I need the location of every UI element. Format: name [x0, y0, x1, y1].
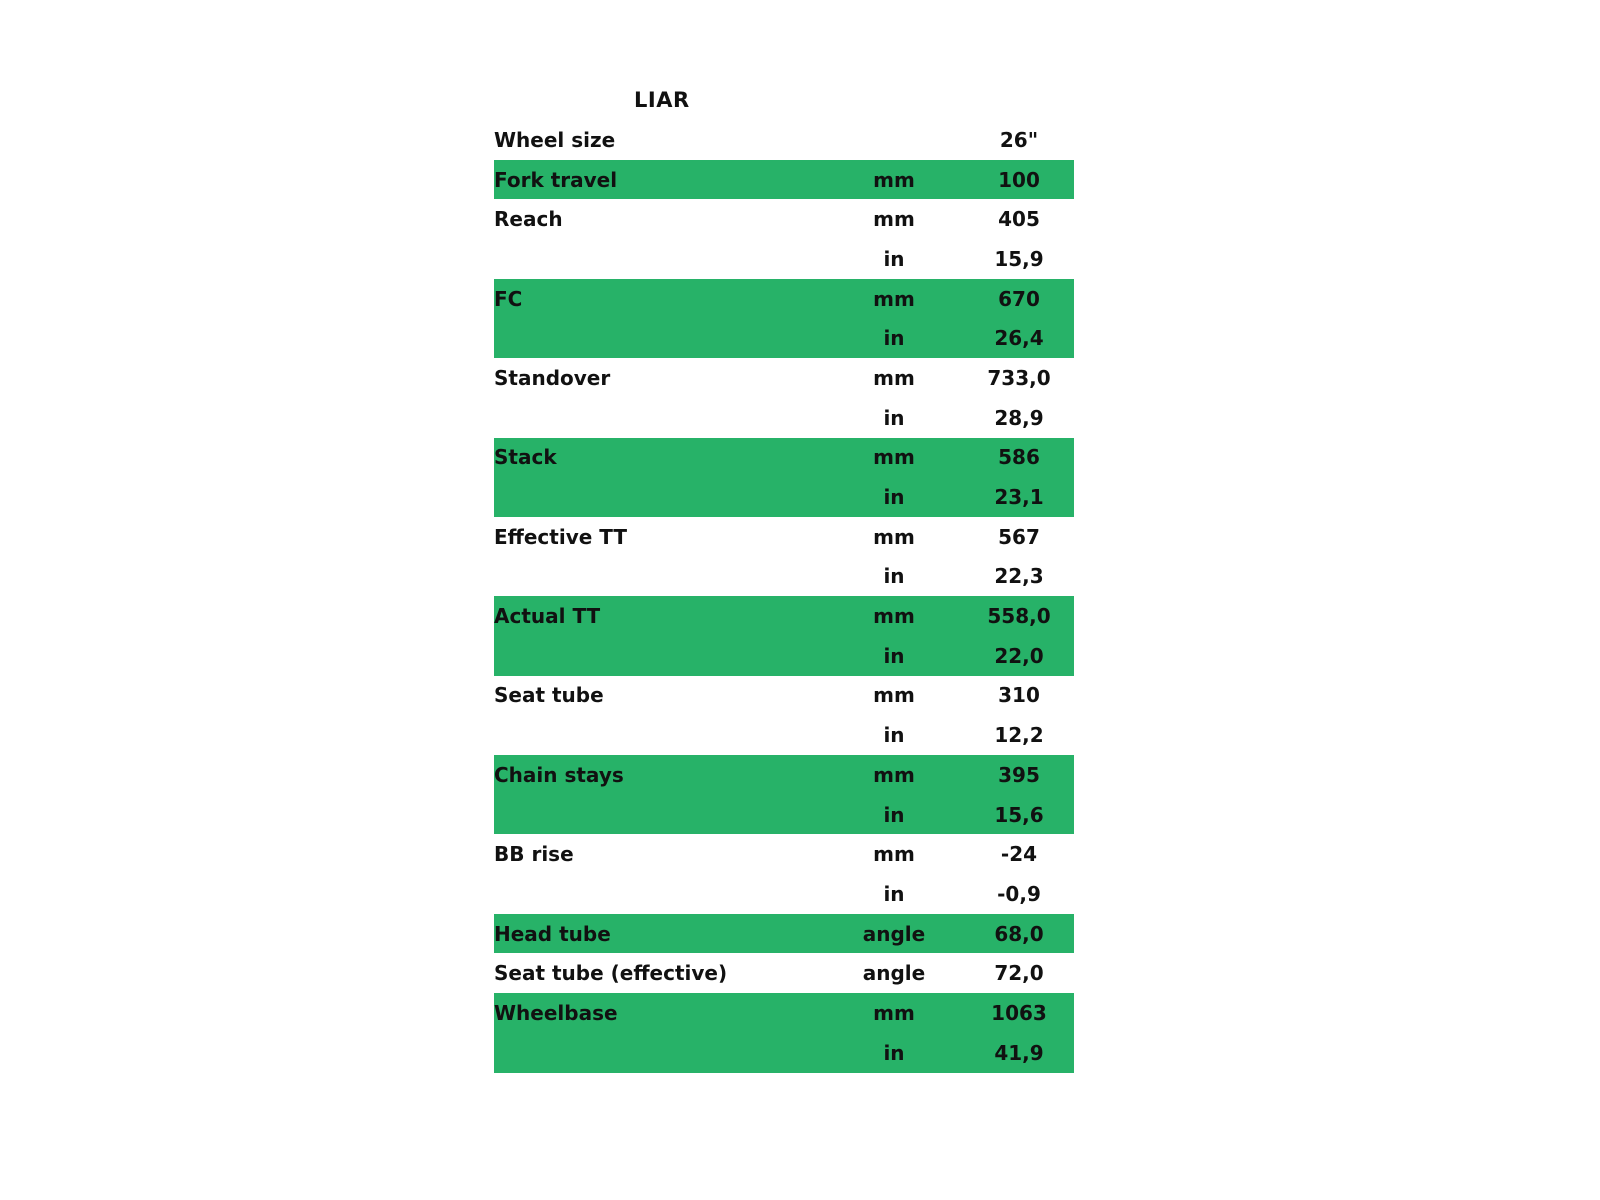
row-unit: mm — [824, 160, 964, 200]
row-value: 12,2 — [964, 715, 1074, 755]
row-label: Chain stays — [494, 755, 824, 795]
row-label — [494, 1033, 824, 1073]
row-value: 558,0 — [964, 596, 1074, 636]
table-row — [494, 874, 1074, 914]
row-value: 26,4 — [964, 318, 1074, 358]
row-unit: in — [824, 715, 964, 755]
row-unit: mm — [824, 279, 964, 319]
row-label: Head tube — [494, 914, 824, 954]
row-label: Wheel size — [494, 120, 824, 160]
table-row — [494, 279, 1074, 319]
row-value: 15,6 — [964, 795, 1074, 835]
table-row — [494, 834, 1074, 874]
row-label: Stack — [494, 438, 824, 478]
table-row — [494, 557, 1074, 597]
row-label — [494, 795, 824, 835]
row-value: 405 — [964, 199, 1074, 239]
row-unit: angle — [824, 953, 964, 993]
row-label: BB rise — [494, 834, 824, 874]
row-value: 395 — [964, 755, 1074, 795]
row-value: 733,0 — [964, 358, 1074, 398]
geometry-table — [494, 120, 1074, 1073]
table-row — [494, 1033, 1074, 1073]
row-label — [494, 398, 824, 438]
row-label — [494, 715, 824, 755]
row-unit — [824, 120, 964, 160]
row-unit: mm — [824, 755, 964, 795]
row-value: 670 — [964, 279, 1074, 319]
row-unit: in — [824, 239, 964, 279]
row-value: 68,0 — [964, 914, 1074, 954]
row-unit: mm — [824, 438, 964, 478]
row-value: 586 — [964, 438, 1074, 478]
row-label — [494, 874, 824, 914]
row-label — [494, 239, 824, 279]
row-unit: mm — [824, 358, 964, 398]
table-row — [494, 676, 1074, 716]
row-unit: angle — [824, 914, 964, 954]
page-title: LIAR — [634, 88, 690, 112]
table-row — [494, 993, 1074, 1033]
table-row — [494, 199, 1074, 239]
row-value: 41,9 — [964, 1033, 1074, 1073]
table-row — [494, 636, 1074, 676]
table-row — [494, 755, 1074, 795]
row-label — [494, 557, 824, 597]
table-row — [494, 715, 1074, 755]
row-label — [494, 318, 824, 358]
row-label: FC — [494, 279, 824, 319]
row-value: 310 — [964, 676, 1074, 716]
table-row — [494, 438, 1074, 478]
row-label: Fork travel — [494, 160, 824, 200]
table-row — [494, 795, 1074, 835]
row-value: 567 — [964, 517, 1074, 557]
row-value: 72,0 — [964, 953, 1074, 993]
row-unit: in — [824, 557, 964, 597]
row-value: 23,1 — [964, 477, 1074, 517]
row-unit: in — [824, 477, 964, 517]
row-value: 15,9 — [964, 239, 1074, 279]
row-unit: in — [824, 636, 964, 676]
row-value: 100 — [964, 160, 1074, 200]
row-unit: mm — [824, 834, 964, 874]
row-unit: in — [824, 795, 964, 835]
row-value: -0,9 — [964, 874, 1074, 914]
table-row — [494, 358, 1074, 398]
row-unit: in — [824, 874, 964, 914]
table-row — [494, 953, 1074, 993]
row-label: Wheelbase — [494, 993, 824, 1033]
table-row — [494, 477, 1074, 517]
geometry-table-body — [494, 120, 1074, 1073]
row-label — [494, 636, 824, 676]
row-unit: in — [824, 398, 964, 438]
row-unit: mm — [824, 676, 964, 716]
table-row — [494, 120, 1074, 160]
row-label: Reach — [494, 199, 824, 239]
table-row — [494, 318, 1074, 358]
row-value: 26" — [964, 120, 1074, 160]
table-row — [494, 914, 1074, 954]
row-value: 22,3 — [964, 557, 1074, 597]
row-label: Effective TT — [494, 517, 824, 557]
row-unit: mm — [824, 596, 964, 636]
row-label: Actual TT — [494, 596, 824, 636]
table-row — [494, 517, 1074, 557]
table-row — [494, 398, 1074, 438]
row-unit: mm — [824, 517, 964, 557]
table-row — [494, 160, 1074, 200]
row-value: 22,0 — [964, 636, 1074, 676]
row-unit: in — [824, 1033, 964, 1073]
row-value: 28,9 — [964, 398, 1074, 438]
row-unit: mm — [824, 993, 964, 1033]
table-row — [494, 239, 1074, 279]
row-label — [494, 477, 824, 517]
geometry-table-container — [494, 80, 1074, 1073]
row-unit: in — [824, 318, 964, 358]
row-unit: mm — [824, 199, 964, 239]
table-row — [494, 596, 1074, 636]
row-label: Seat tube (effective) — [494, 953, 824, 993]
row-label: Standover — [494, 358, 824, 398]
table-header — [494, 80, 1074, 120]
row-value: 1063 — [964, 993, 1074, 1033]
row-value: -24 — [964, 834, 1074, 874]
row-label: Seat tube — [494, 676, 824, 716]
